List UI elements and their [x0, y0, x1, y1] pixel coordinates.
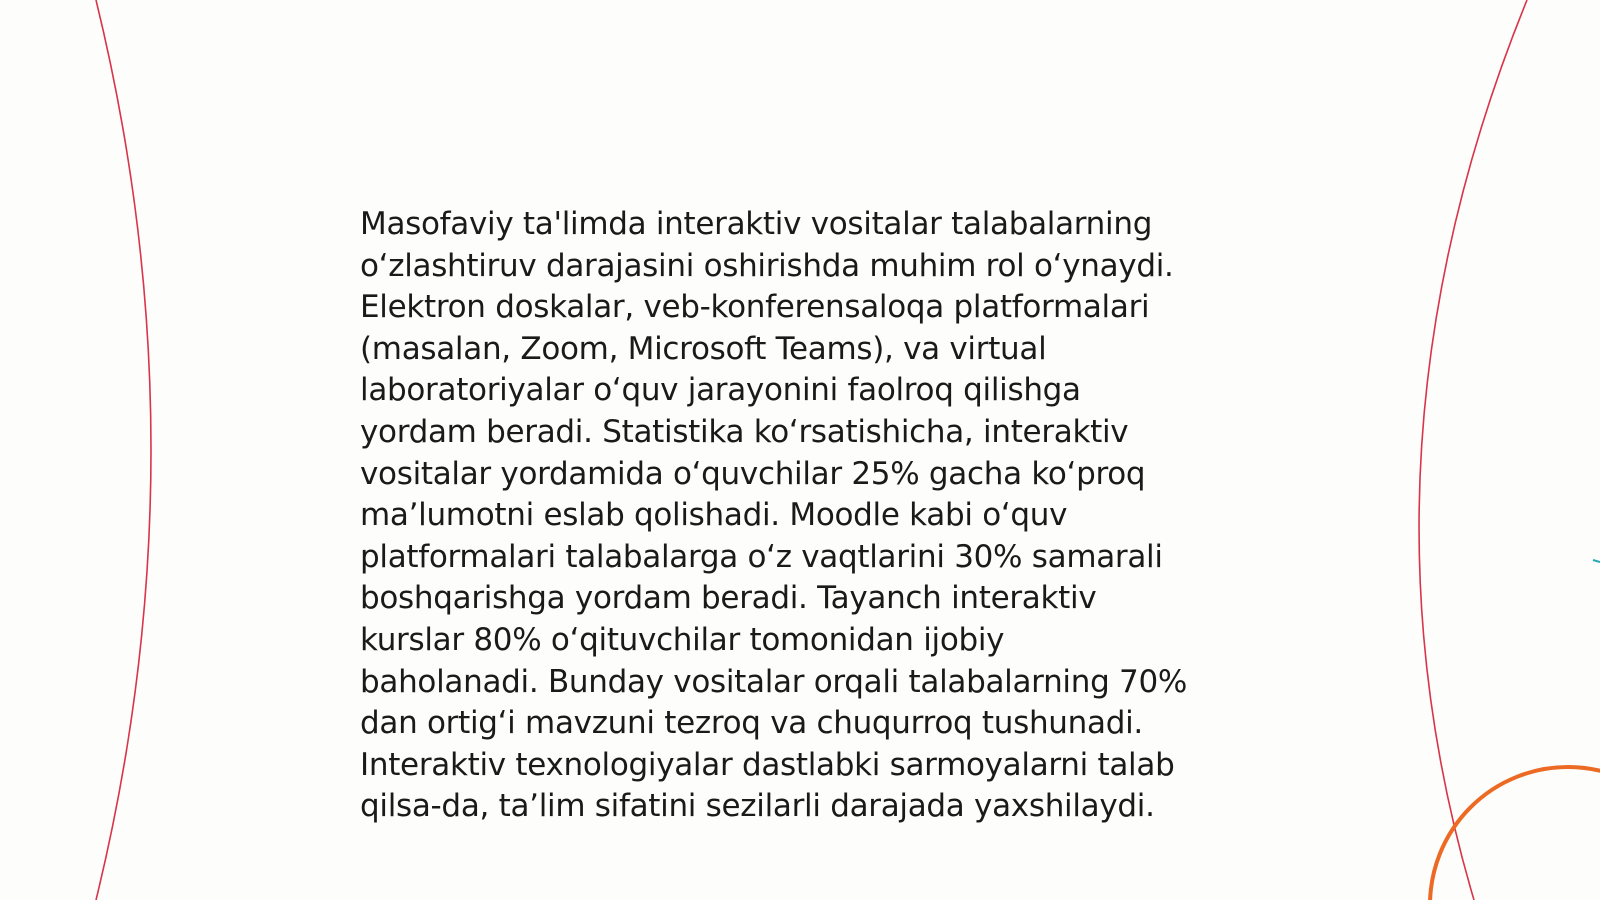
slide-body-text: Masofaviy ta'limda interaktiv vositalar talabalarning o‘zlashtiruv darajasini oshirishda muhim rol o‘ynaydi. Elektron doskalar, veb-konferensaloqa platformalari (masalan, Zoom, Microsoft Teams), va virtual laboratoriyalar o‘quv jarayonini faolroq qilishga yordam beradi. Statistika ko‘rsatishicha, interaktiv vositalar yordamida o‘quvchilar 25% gacha ko‘proq ma’lumotni eslab qolishadi. Moodle kabi o‘quv platformalari talabalarga o‘z vaqtlarini 30% samarali boshqarishga yordam beradi. Tayanch interaktiv kurslar 80% o‘qituvchilar tomonidan ijobiy baholanadi. Bunday vositalar orqali talabalarning 70% dan ortig‘i mavzuni tezroq va chuqurroq tushunadi. Interaktiv texnologiyalar dastlabki sarmoyalarni talab qilsa-da, ta’lim sifatini sezilarli darajada yaxshilaydi.	[360, 206, 1188, 825]
left-arc	[96, 0, 151, 900]
right-arc	[1419, 0, 1527, 900]
teal-tick	[1593, 560, 1600, 562]
